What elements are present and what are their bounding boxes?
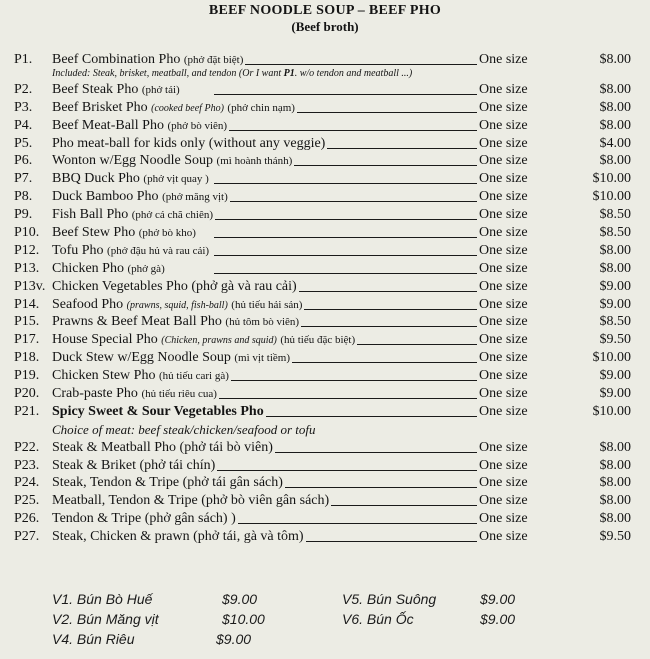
item-name: Tendon & Tripe (phở gân sách) )	[52, 511, 236, 527]
item-price: $8.50	[599, 225, 631, 241]
item-name: Meatball, Tendon & Tripe (phở bò viên gân sách)	[52, 493, 330, 509]
menu-item-row	[14, 296, 639, 314]
item-code: P22.	[14, 439, 40, 455]
item-name: Spicy Sweet & Sour Vegetables Pho	[52, 403, 264, 419]
menu-item	[14, 492, 639, 510]
menu-item-row	[14, 81, 639, 99]
item-name-group	[52, 474, 283, 492]
item-code: P7.	[14, 171, 33, 187]
bun-item-label: V6. Bún Ốc	[342, 611, 414, 627]
item-vietnamese-name: (phở bò viên)	[167, 119, 228, 132]
item-size: One size	[479, 81, 528, 97]
item-name: Tofu Pho	[52, 242, 104, 258]
bun-item-price: $9.00	[480, 591, 516, 607]
item-name: Steak & Meatball Pho (phở tái bò viên)	[52, 439, 273, 455]
item-size: One size	[479, 529, 528, 545]
item-code: P25.	[14, 493, 40, 509]
leader-line	[230, 201, 477, 202]
menu-title: BEEF NOODLE SOUP – BEEF PHO	[208, 3, 442, 18]
menu-item	[14, 474, 639, 492]
leader-line	[214, 94, 477, 95]
item-name-group	[52, 510, 236, 528]
item-name: Prawns & Beef Meat Ball Pho	[52, 314, 222, 330]
menu-item-row	[14, 135, 639, 153]
menu-item	[14, 439, 639, 457]
menu-item	[14, 367, 639, 385]
item-vietnamese-name: (phở đặt biệt)	[183, 54, 244, 66]
menu-item	[14, 206, 639, 224]
item-code: P9.	[14, 207, 33, 223]
menu-item	[14, 51, 639, 80]
item-code: P1.	[14, 52, 33, 67]
menu-item-row	[14, 224, 639, 242]
leader-line	[292, 362, 477, 363]
bun-item-label: V5. Bún Suông	[342, 591, 437, 607]
item-size: One size	[479, 171, 528, 187]
pho-menu-list	[14, 51, 639, 546]
item-name: Steak & Briket (phở tái chín)	[52, 457, 216, 473]
item-name-group	[52, 135, 325, 153]
item-price: $10.00	[592, 171, 631, 187]
item-vietnamese-name: (phở tái)	[141, 83, 180, 96]
item-size: One size	[479, 457, 528, 473]
item-code: P23.	[14, 457, 40, 473]
item-price: $9.00	[599, 296, 631, 312]
menu-item	[14, 385, 639, 403]
menu-item	[14, 349, 639, 367]
leader-line	[245, 64, 477, 65]
leader-line	[275, 452, 477, 453]
item-name: Duck Bamboo Pho	[52, 189, 159, 205]
bun-item-price: $9.00	[222, 591, 258, 607]
leader-line	[214, 183, 477, 184]
item-price: $8.00	[599, 242, 631, 258]
bun-item-label: V4. Bún Riêu	[52, 631, 135, 647]
item-price: $8.00	[599, 99, 631, 115]
item-vietnamese-name: (hủ tiếu riêu cua)	[141, 388, 217, 401]
item-name: Beef Meat-Ball Pho	[52, 117, 164, 133]
item-size: One size	[479, 278, 528, 294]
item-size: One size	[479, 493, 528, 509]
item-vietnamese-name: (phở gà)	[127, 262, 165, 275]
item-description: (Chicken, prawns and squid)	[161, 335, 277, 347]
item-name-group	[52, 296, 302, 315]
item-code: P17.	[14, 332, 40, 348]
bun-item-price: $9.00	[216, 631, 252, 647]
menu-item-row	[14, 403, 639, 421]
leader-line	[214, 255, 477, 256]
item-code: P10.	[14, 225, 40, 241]
leader-line	[357, 344, 477, 345]
menu-header	[0, 0, 650, 35]
item-size: One size	[479, 386, 528, 402]
leader-line	[229, 130, 477, 131]
item-price: $8.00	[599, 475, 631, 491]
menu-item-row	[14, 385, 639, 403]
item-name-group	[52, 224, 196, 243]
item-price: $8.00	[599, 153, 631, 169]
item-price: $10.00	[592, 403, 631, 419]
menu-item-row	[14, 510, 639, 528]
item-name-group	[52, 206, 213, 225]
item-name-group	[52, 117, 227, 136]
item-code: P5.	[14, 135, 33, 151]
item-note	[52, 66, 412, 81]
item-price: $9.00	[599, 368, 631, 384]
item-note: Choice of meat: beef steak/chicken/seafood or tofu	[52, 421, 316, 437]
item-name-group	[52, 188, 228, 207]
menu-item-row	[14, 278, 639, 296]
item-vietnamese-name: (phở cá chã chiên)	[131, 209, 213, 222]
item-name: Wonton w/Egg Noodle Soup	[52, 153, 214, 169]
bun-item-label: V1. Bún Bò Huế	[52, 591, 153, 607]
item-name: Chicken Stew Pho	[52, 368, 156, 384]
leader-line	[219, 398, 477, 399]
item-name: BBQ Duck Pho	[52, 171, 140, 187]
item-vietnamese-name: (hủ tiếu cari gà)	[158, 370, 229, 383]
item-code: P14.	[14, 296, 40, 312]
item-size: One size	[479, 511, 528, 527]
item-price: $9.50	[599, 529, 631, 545]
item-price: $8.50	[599, 314, 631, 330]
item-size: One size	[479, 225, 528, 241]
item-vietnamese-name: (phở đậu hủ và rau cải)	[107, 244, 210, 257]
menu-item	[14, 278, 639, 296]
menu-item-row	[14, 349, 639, 367]
menu-item-row	[14, 492, 639, 510]
menu-item	[14, 331, 639, 349]
item-code: P26.	[14, 511, 40, 527]
leader-line	[214, 273, 477, 274]
leader-line	[297, 112, 477, 113]
item-size: One size	[479, 117, 528, 133]
item-code: P15.	[14, 314, 40, 330]
item-name: Chicken Pho	[52, 260, 124, 276]
item-code: P13.	[14, 260, 40, 276]
item-name-group	[52, 331, 355, 350]
item-code: P19.	[14, 368, 40, 384]
item-price: $8.00	[599, 260, 631, 276]
leader-line	[304, 309, 477, 310]
item-name-group	[52, 349, 290, 368]
leader-line	[331, 505, 477, 506]
item-price: $8.00	[599, 439, 631, 455]
item-code: P20.	[14, 386, 40, 402]
item-price: $8.00	[599, 81, 631, 97]
item-vietnamese-name: (mì hoành thánh)	[216, 155, 293, 168]
item-size: One size	[479, 189, 528, 205]
bun-item-label: V2. Bún Măng vịt	[52, 611, 159, 627]
item-name-group	[52, 492, 329, 510]
item-name-group	[52, 99, 295, 118]
item-name: Seafood Pho	[52, 296, 124, 312]
menu-item	[14, 135, 639, 153]
menu-item	[14, 170, 639, 188]
menu-item	[14, 403, 639, 439]
menu-item	[14, 313, 639, 331]
leader-line	[306, 541, 477, 542]
note-text: Included: Steak, brisket, meatball, and tendon (Or I want	[52, 67, 284, 79]
menu-item	[14, 242, 639, 260]
item-code: P13v.	[14, 278, 46, 294]
item-name-group	[52, 81, 180, 100]
leader-line	[294, 165, 477, 166]
item-vietnamese-name: (hủ tiếu hải sản)	[231, 298, 303, 311]
item-code: P21.	[14, 403, 40, 419]
item-size: One size	[479, 207, 528, 223]
item-vietnamese-name: (phở vịt quay )	[143, 173, 209, 186]
note-text: . w/o tendon and meatball ...)	[294, 67, 413, 79]
menu-item-row	[14, 242, 639, 260]
bun-item-price: $9.00	[480, 611, 516, 627]
item-name-group	[52, 260, 165, 279]
leader-line	[214, 237, 477, 238]
menu-item-row	[14, 367, 639, 385]
item-size: One size	[479, 350, 528, 366]
menu-item	[14, 457, 639, 475]
menu-item	[14, 528, 639, 546]
item-name-group	[52, 403, 264, 421]
menu-item-row	[14, 260, 639, 278]
item-description: (cooked beef Pho)	[151, 102, 224, 114]
menu-item-row	[14, 170, 639, 188]
item-vietnamese-name: (hủ tôm bò viên)	[225, 316, 300, 329]
item-name-group	[52, 170, 209, 189]
item-size: One size	[479, 242, 528, 258]
menu-item-row	[14, 206, 639, 224]
item-name-group	[52, 385, 217, 404]
item-price: $8.00	[599, 52, 631, 67]
item-size: One size	[479, 99, 528, 115]
leader-line	[285, 487, 477, 488]
item-description: (prawns, squid, fish-ball)	[126, 299, 228, 311]
item-name: Crab-paste Pho	[52, 386, 138, 402]
item-code: P4.	[14, 117, 33, 133]
item-code: P24.	[14, 475, 40, 491]
item-size: One size	[479, 52, 528, 67]
item-name: House Special Pho	[52, 332, 158, 348]
item-size: One size	[479, 153, 528, 169]
item-price: $8.00	[599, 117, 631, 133]
menu-item-row	[14, 528, 639, 546]
leader-line	[215, 219, 477, 220]
menu-item-row	[14, 474, 639, 492]
item-code: P6.	[14, 153, 33, 169]
item-code: P18.	[14, 350, 40, 366]
item-name-group	[52, 439, 273, 457]
menu-item-row	[14, 457, 639, 475]
menu-item	[14, 81, 639, 99]
item-price: $8.00	[599, 511, 631, 527]
item-size: One size	[479, 439, 528, 455]
menu-item-row	[14, 117, 639, 135]
bun-section	[0, 583, 650, 659]
item-vietnamese-name: (hủ tiếu đặc biệt)	[280, 334, 356, 347]
leader-line	[327, 148, 477, 149]
menu-item-row	[14, 313, 639, 331]
item-price: $9.50	[599, 332, 631, 348]
item-name-group	[52, 313, 299, 332]
item-name: Fish Ball Pho	[52, 207, 129, 223]
item-vietnamese-name: (phở bò kho)	[138, 227, 196, 240]
item-price: $8.50	[599, 207, 631, 223]
item-code: P2.	[14, 81, 33, 97]
leader-line	[299, 291, 477, 292]
menu-item	[14, 99, 639, 117]
leader-line	[238, 523, 477, 524]
menu-item-row	[14, 188, 639, 206]
item-name-group	[52, 367, 229, 386]
menu-item-row	[14, 331, 639, 349]
item-size: One size	[479, 403, 528, 419]
menu-item-row	[14, 152, 639, 170]
menu-item	[14, 188, 639, 206]
item-name: Steak, Chicken & prawn (phở tái, gà và tôm)	[52, 529, 304, 545]
item-price: $8.00	[599, 457, 631, 473]
leader-line	[266, 416, 477, 417]
item-size: One size	[479, 332, 528, 348]
note-bold-text: P1	[283, 67, 295, 79]
leader-line	[231, 380, 477, 381]
menu-item	[14, 296, 639, 314]
item-size: One size	[479, 260, 528, 276]
item-price: $9.00	[599, 278, 631, 294]
item-name-group	[52, 528, 304, 546]
item-code: P27.	[14, 529, 40, 545]
item-name-group	[52, 152, 292, 171]
menu-item-row	[14, 99, 639, 117]
item-price: $9.00	[599, 386, 631, 402]
item-name: Beef Combination Pho	[52, 52, 181, 67]
item-name-group	[52, 242, 209, 261]
leader-line	[301, 326, 477, 327]
item-name: Beef Stew Pho	[52, 225, 136, 241]
item-name: Duck Stew w/Egg Noodle Soup	[52, 350, 231, 366]
item-vietnamese-name: (phở măng vịt)	[162, 191, 228, 204]
item-size: One size	[479, 368, 528, 384]
item-name: Chicken Vegetables Pho (phở gà và rau cải)	[52, 278, 297, 294]
item-name-group	[52, 457, 215, 475]
menu-item	[14, 510, 639, 528]
item-size: One size	[479, 475, 528, 491]
item-code: P8.	[14, 189, 33, 205]
bun-item-price: $10.00	[222, 611, 265, 627]
menu-subtitle: (Beef broth)	[291, 19, 359, 34]
leader-line	[217, 470, 477, 471]
item-name: Beef Steak Pho	[52, 81, 139, 97]
menu-item	[14, 152, 639, 170]
item-size: One size	[479, 314, 528, 330]
menu-item-row	[14, 439, 639, 457]
item-size: One size	[479, 135, 528, 151]
item-price: $10.00	[592, 189, 631, 205]
item-code: P12.	[14, 242, 40, 258]
item-price: $4.00	[599, 135, 631, 151]
menu-item	[14, 260, 639, 278]
item-price: $10.00	[592, 350, 631, 366]
menu-item	[14, 117, 639, 135]
item-price: $8.00	[599, 493, 631, 509]
item-size: One size	[479, 296, 528, 312]
menu-item	[14, 224, 639, 242]
item-code: P3.	[14, 99, 33, 115]
item-vietnamese-name: (mì vịt tiềm)	[234, 352, 290, 365]
item-name-group	[52, 278, 297, 296]
item-name: Pho meat-ball for kids only (without any veggie)	[52, 135, 326, 151]
item-vietnamese-name: (phở chin nạm)	[227, 101, 295, 114]
item-name: Beef Brisket Pho	[52, 99, 148, 115]
item-name: Steak, Tendon & Tripe (phở tái gân sách)	[52, 475, 283, 491]
